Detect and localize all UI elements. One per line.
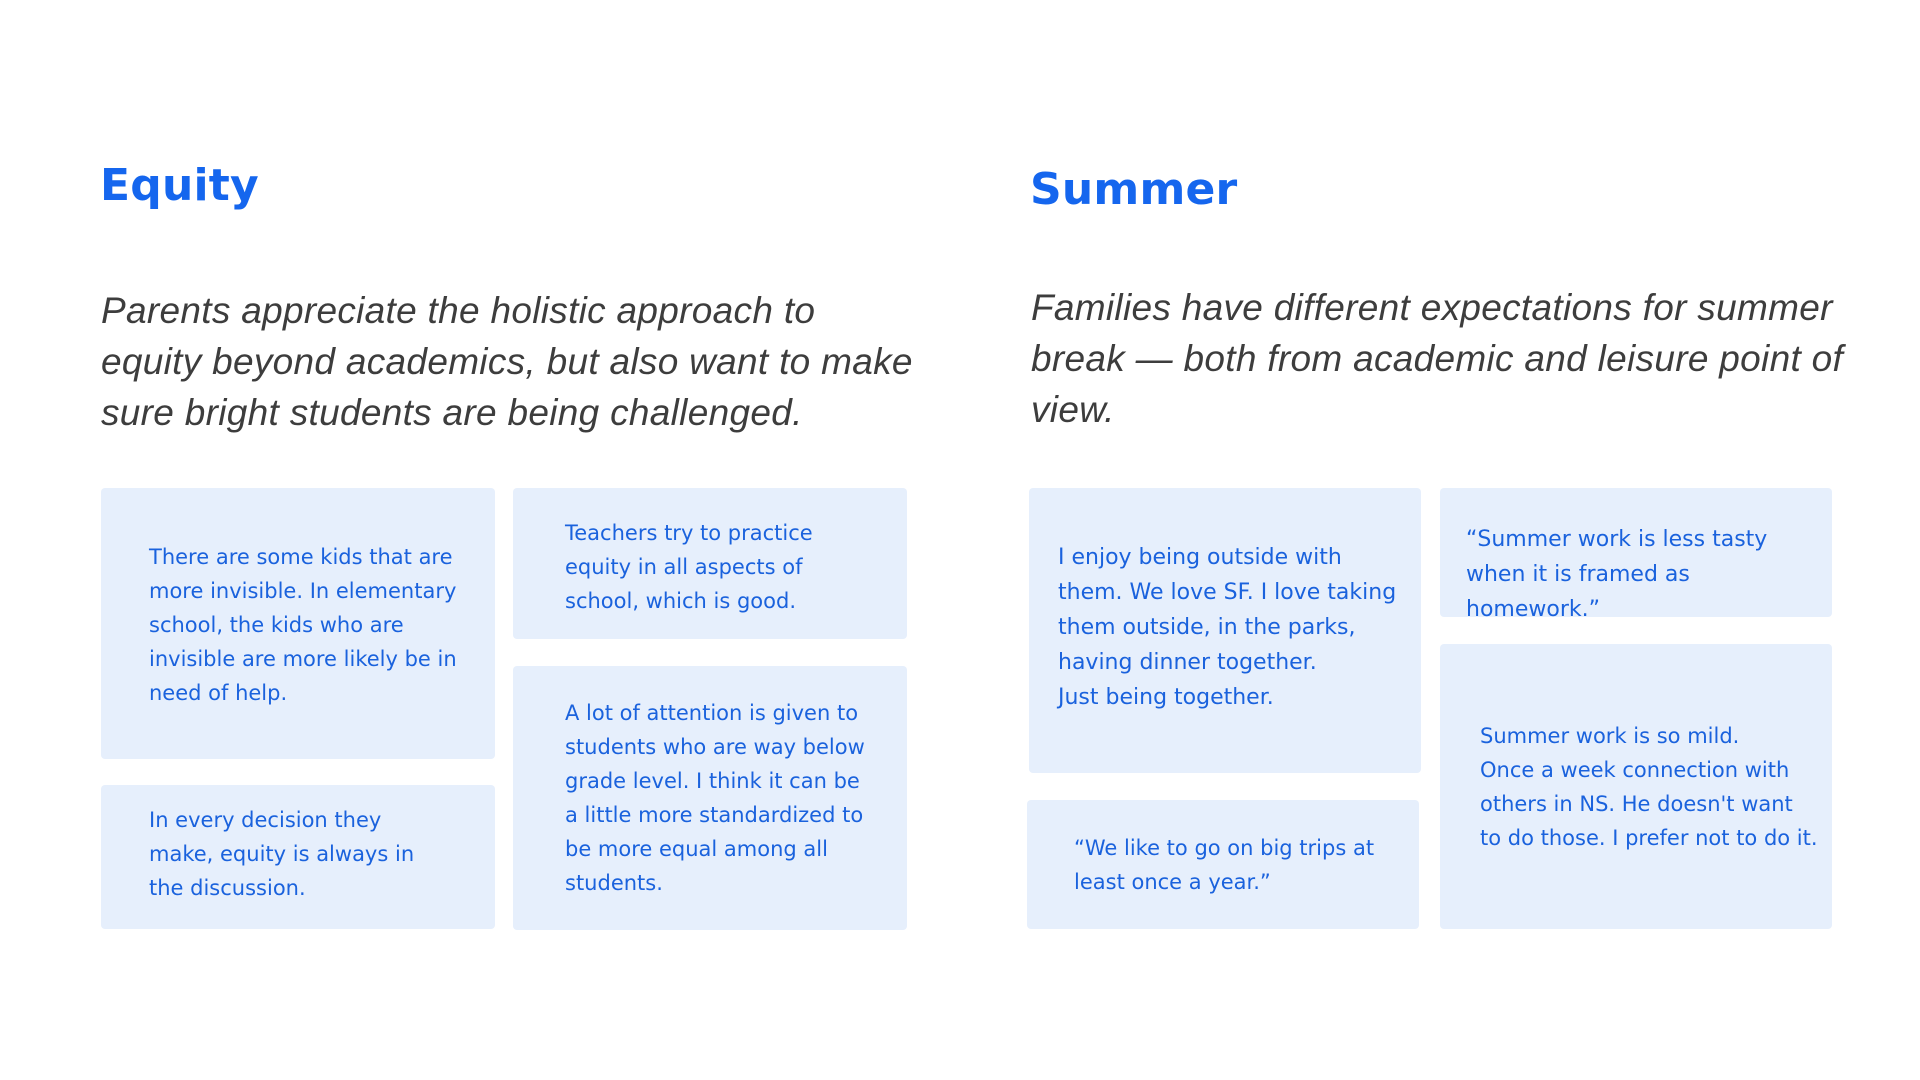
equity-quote-text: Teachers try to practice equity in all aspects of school, which is good. xyxy=(565,521,813,613)
summer-summary: Families have different expectations for summer break — both from academic and leisure point of view. xyxy=(1031,287,1844,430)
equity-quote-card xyxy=(101,488,495,759)
equity-quote-card xyxy=(101,785,495,929)
equity-quote-card xyxy=(513,488,907,639)
summer-quote-card xyxy=(1029,488,1421,773)
equity-summary: Parents appreciate the holistic approach to equity beyond academics, but also want to make sure bright students are being challenged. xyxy=(101,290,913,433)
equity-quote-text: There are some kids that are more invisible. In elementary school, the kids who are invisible are more likely be in need of help. xyxy=(149,545,457,705)
summer-quote-text: “We like to go on big trips at least once a year.” xyxy=(1074,836,1375,894)
summer-quote-text: Summer work is so mild. Once a week connection with others in NS. He doesn't want to do those. I prefer not to do it. xyxy=(1480,724,1818,850)
equity-quote-text: A lot of attention is given to students who are way below grade level. I think it can be a little more standardized to be more equal among all students. xyxy=(565,701,865,895)
summer-quote-text: “Summer work is less tasty when it is framed as homework.” xyxy=(1466,527,1768,622)
equity-quote-text: In every decision they make, equity is always in the discussion. xyxy=(149,808,415,900)
summer-quote-card xyxy=(1440,488,1832,622)
summer-quote-text: I enjoy being outside with them. We love SF. I love taking them outside, in the parks, having dinner together. Just being together. xyxy=(1058,545,1397,710)
equity-heading: Equity xyxy=(100,160,259,211)
summer-quote-card xyxy=(1440,644,1832,929)
equity-quote-card xyxy=(513,666,907,930)
summer-quote-card xyxy=(1027,800,1419,929)
summer-heading: Summer xyxy=(1030,164,1238,215)
